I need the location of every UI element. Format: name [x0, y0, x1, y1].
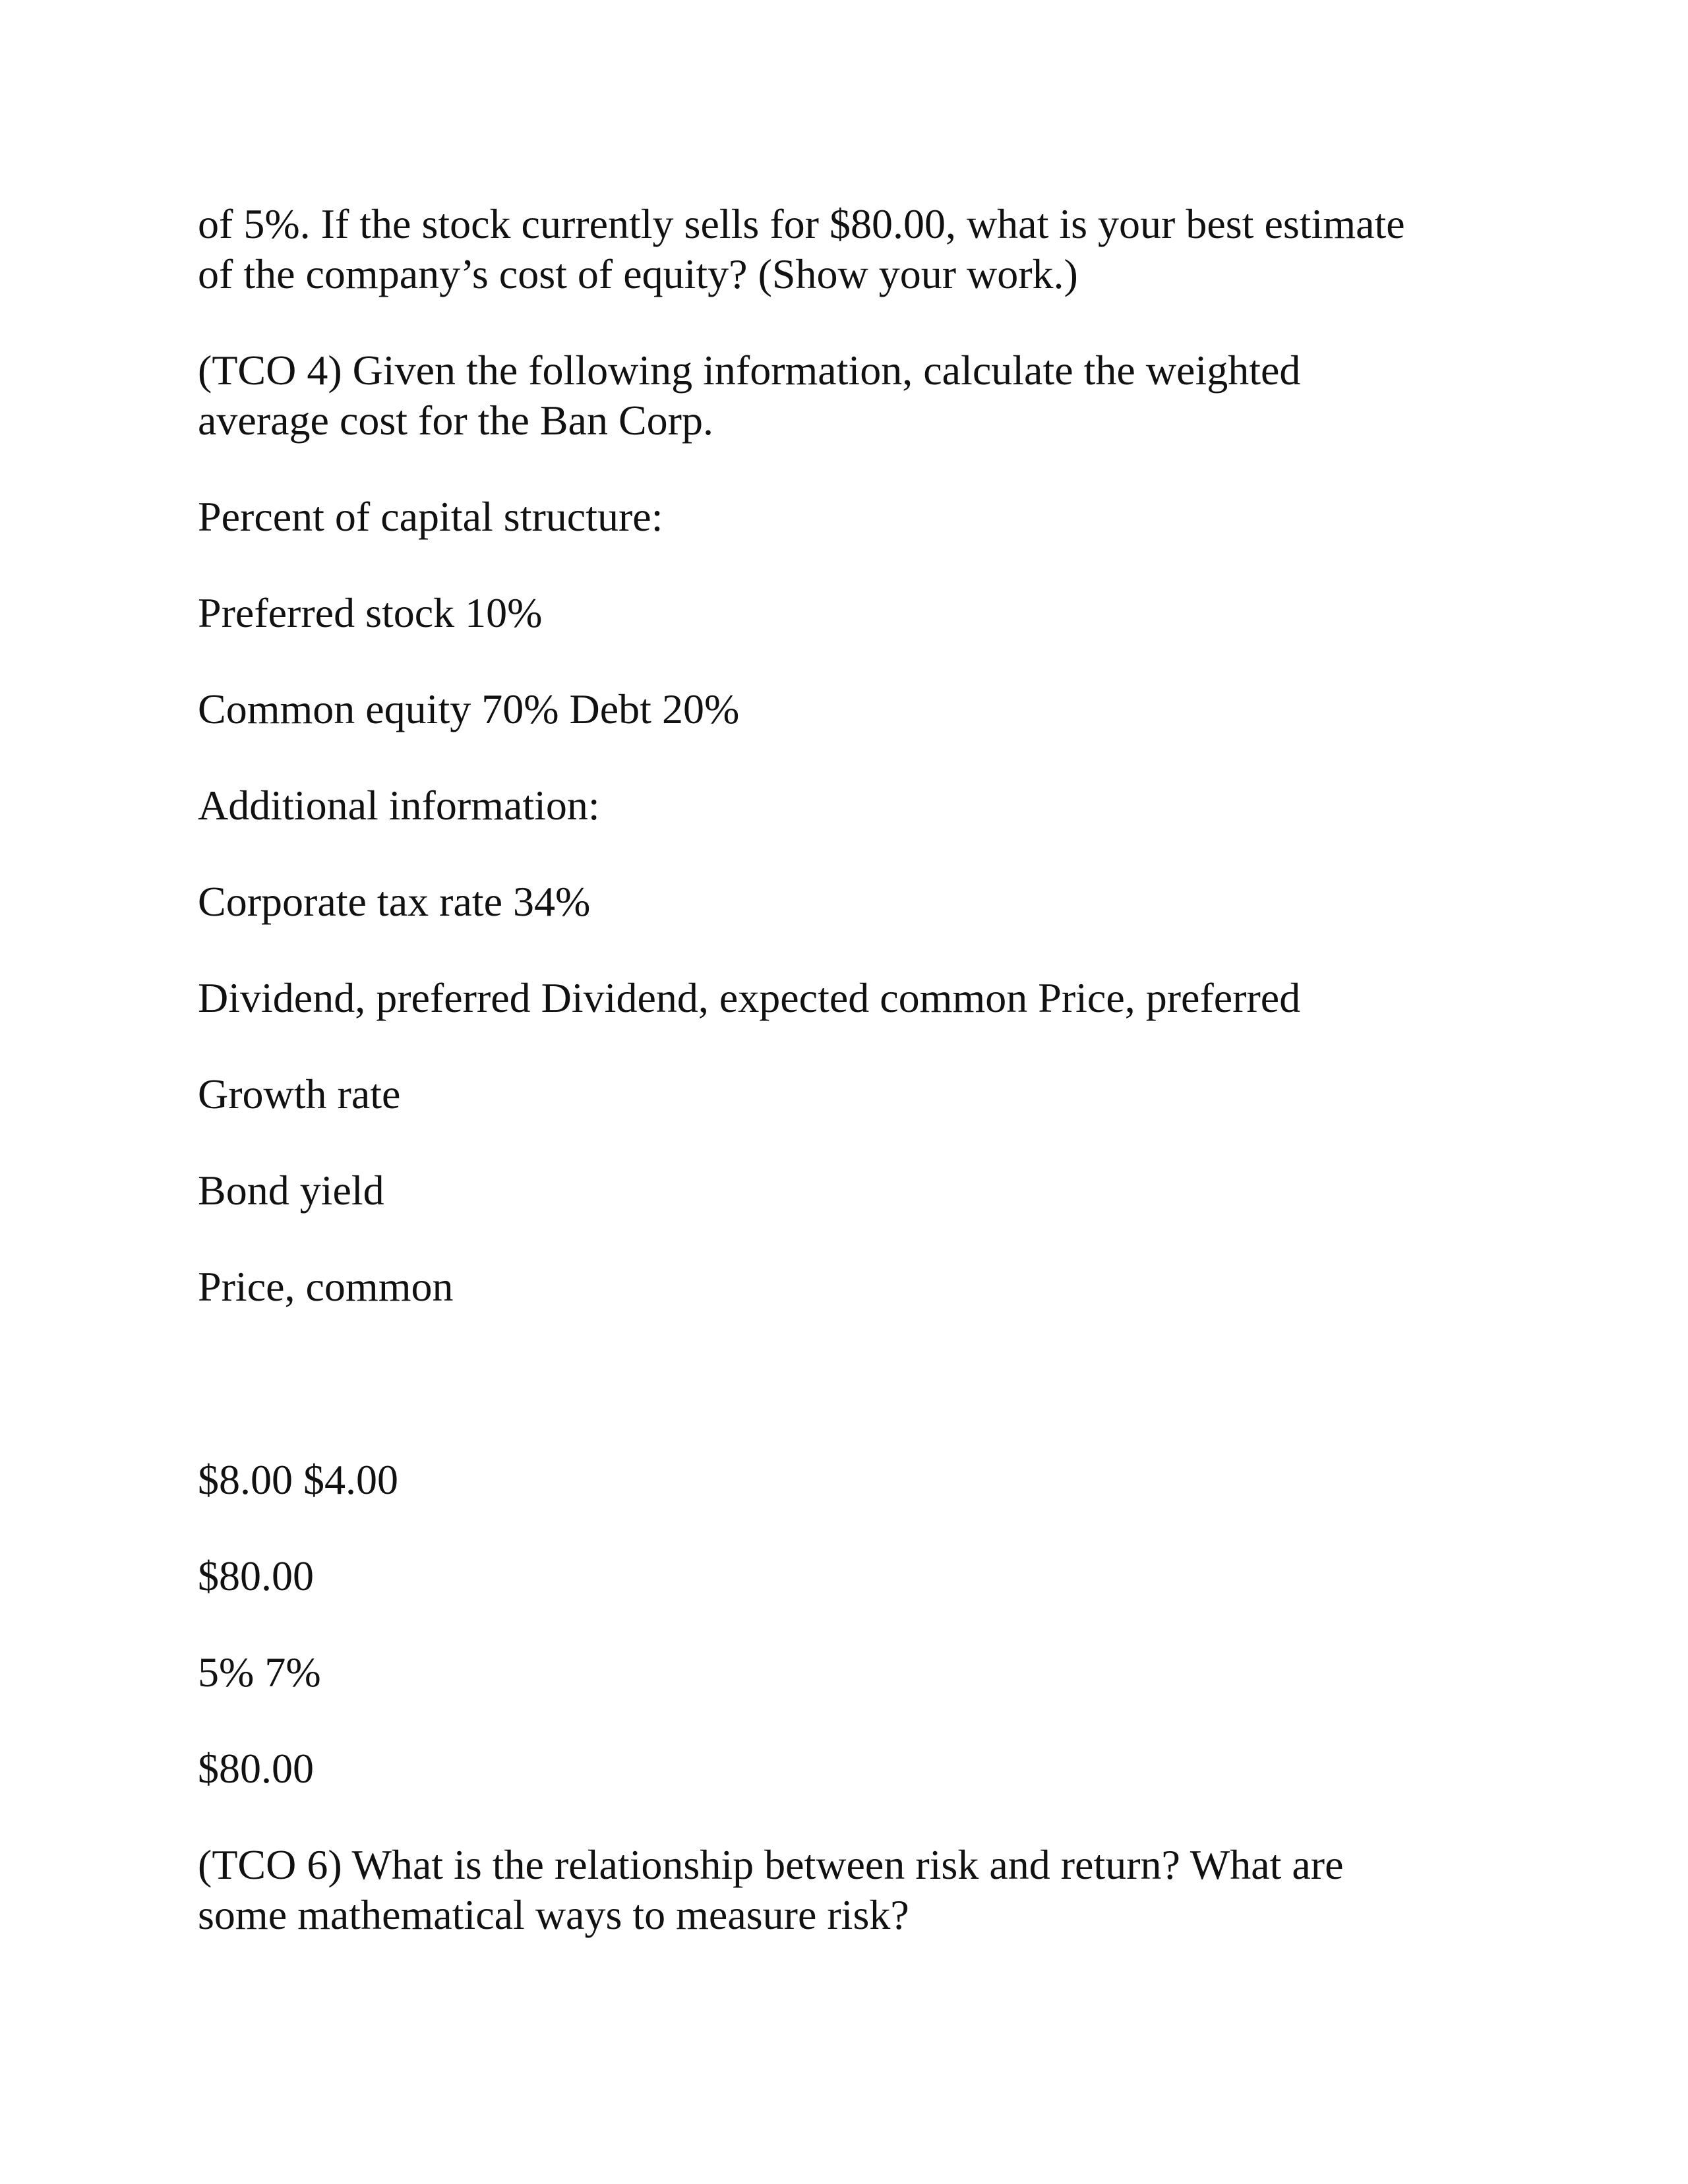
text-line: $8.00 $4.00 — [198, 1456, 398, 1503]
paragraph-tax-rate — [198, 877, 1517, 927]
text-line: of the company’s cost of equity? (Show your work.) — [198, 251, 1078, 297]
paragraph-preferred-stock — [198, 588, 1517, 638]
text-line: $80.00 — [198, 1552, 314, 1599]
paragraph-dividend-labels — [198, 973, 1517, 1023]
text-line: $80.00 — [198, 1745, 314, 1792]
text-line: Common equity 70% Debt 20% — [198, 686, 740, 732]
paragraph-additional-info-heading — [198, 781, 1517, 831]
paragraph-tco6-question — [198, 1840, 1517, 1940]
text-line: Preferred stock 10% — [198, 589, 543, 636]
text-line: of 5%. If the stock currently sells for $80.00, what is your best estimate — [198, 200, 1405, 247]
text-line: Price, common — [198, 1263, 454, 1310]
text-line: Growth rate — [198, 1071, 401, 1117]
text-line: Bond yield — [198, 1167, 384, 1214]
text-line: Dividend, preferred Dividend, expected common Price, preferred — [198, 974, 1301, 1021]
paragraph-capital-structure-heading — [198, 492, 1517, 542]
paragraph-bond-yield — [198, 1166, 1517, 1216]
text-line: some mathematical ways to measure risk? — [198, 1891, 909, 1938]
text-line: Additional information: — [198, 782, 600, 829]
text-line: (TCO 6) What is the relationship between risk and return? What are — [198, 1841, 1344, 1888]
paragraph-price-common-value — [198, 1744, 1517, 1794]
document-body — [198, 199, 1517, 1940]
text-line: 5% 7% — [198, 1649, 321, 1696]
paragraph-price-common — [198, 1262, 1517, 1312]
paragraph-price-preferred-value — [198, 1551, 1517, 1601]
paragraph-dividend-values — [198, 1455, 1517, 1505]
paragraph-cost-of-equity-question — [198, 199, 1517, 299]
paragraph-common-equity-debt — [198, 684, 1517, 734]
paragraph-tco4-question — [198, 345, 1517, 446]
text-line: (TCO 4) Given the following information, calculate the weighted — [198, 347, 1301, 394]
paragraph-growth-rate — [198, 1069, 1517, 1119]
paragraph-rate-values — [198, 1647, 1517, 1697]
text-line: average cost for the Ban Corp. — [198, 397, 713, 444]
text-line: Percent of capital structure: — [198, 493, 663, 540]
text-line: Corporate tax rate 34% — [198, 878, 591, 925]
